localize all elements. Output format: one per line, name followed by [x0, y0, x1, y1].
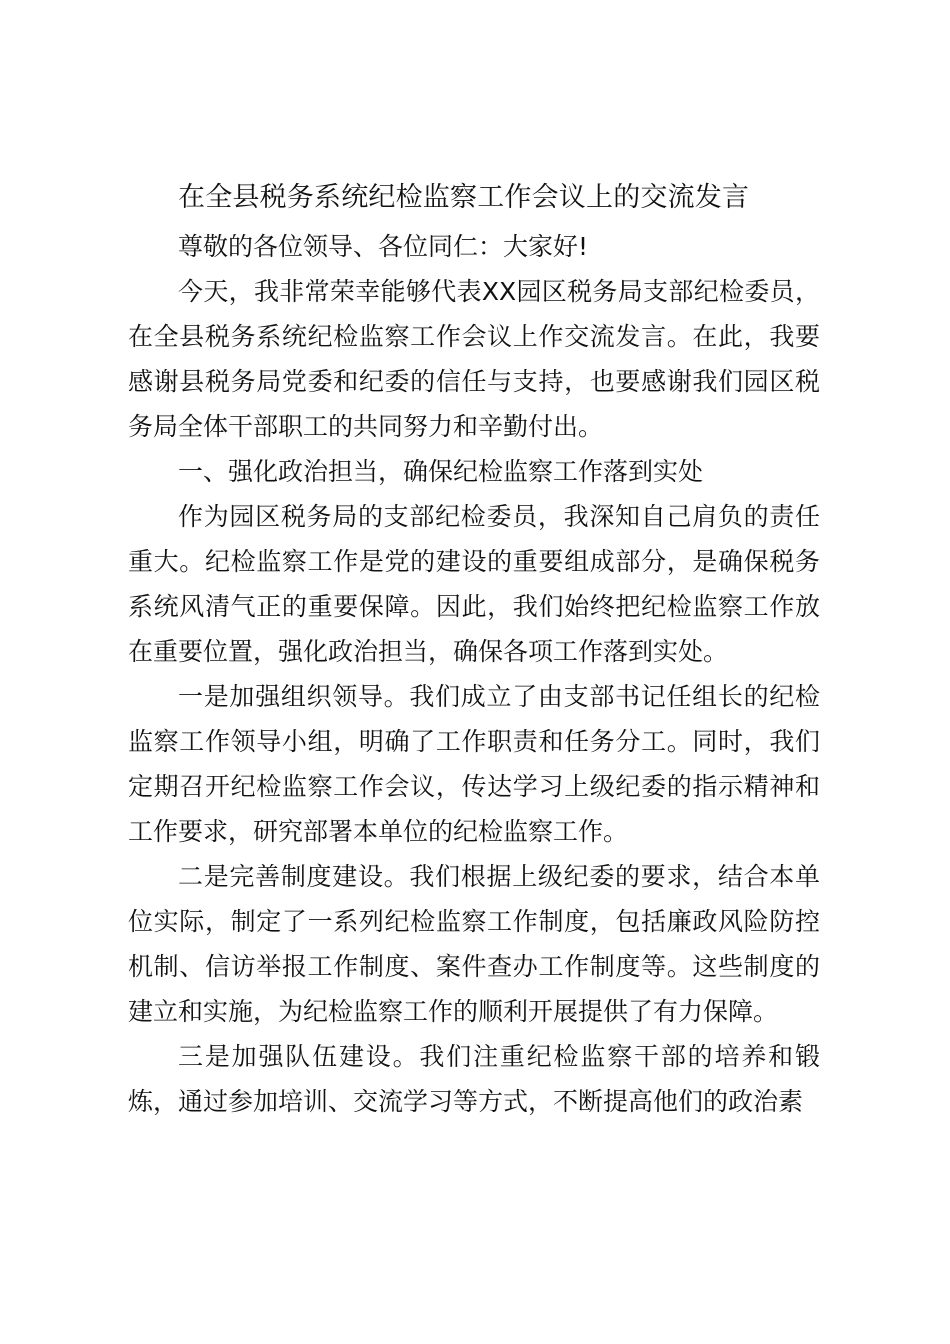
document-title: 在全县税务系统纪检监察工作会议上的交流发言	[178, 182, 750, 213]
section1-paragraph: 作为园区税务局的支部纪检委员，我深知自己肩负的责任重大。纪检监察工作是党的建设的重要组成部分，是确保税务系统风清气正的重要保障。因此，我们始终把纪检监察工作放在重要位置，强化政治担当，确保各项工作落到实处。	[128, 502, 820, 666]
section1-paragraph: 一是加强组织领导。我们成立了由支部书记任组长的纪检监察工作领导小组，明确了工作职责和任务分工。同时，我们定期召开纪检监察工作会议，传达学习上级纪委的指示精神和工作要求，研究部署本单位的纪检监察工作。	[128, 682, 820, 846]
section1-paragraph: 二是完善制度建设。我们根据上级纪委的要求，结合本单位实际，制定了一系列纪检监察工作制度，包括廉政风险防控机制、信访举报工作制度、案件查办工作制度等。这些制度的建立和实施，为纪检监察工作的顺利开展提供了有力保障。	[128, 862, 820, 1026]
document-body	[128, 172, 820, 1124]
intro-paragraph: 今天，我非常荣幸能够代表XX园区税务局支部纪检委员，在全县税务系统纪检监察工作会议上作交流发言。在此，我要感谢县税务局党委和纪委的信任与支持，也要感谢我们园区税务局全体干部职工的共同努力和辛勤付出。	[128, 277, 820, 441]
section-heading-1: 一、强化政治担当，确保纪检监察工作落到实处	[178, 457, 704, 486]
section1-paragraph: 三是加强队伍建设。我们注重纪检监察干部的培养和锻炼，通过参加培训、交流学习等方式，不断提高他们的政治素	[128, 1042, 820, 1116]
salutation: 尊敬的各位领导、各位同仁：大家好!	[178, 232, 589, 261]
